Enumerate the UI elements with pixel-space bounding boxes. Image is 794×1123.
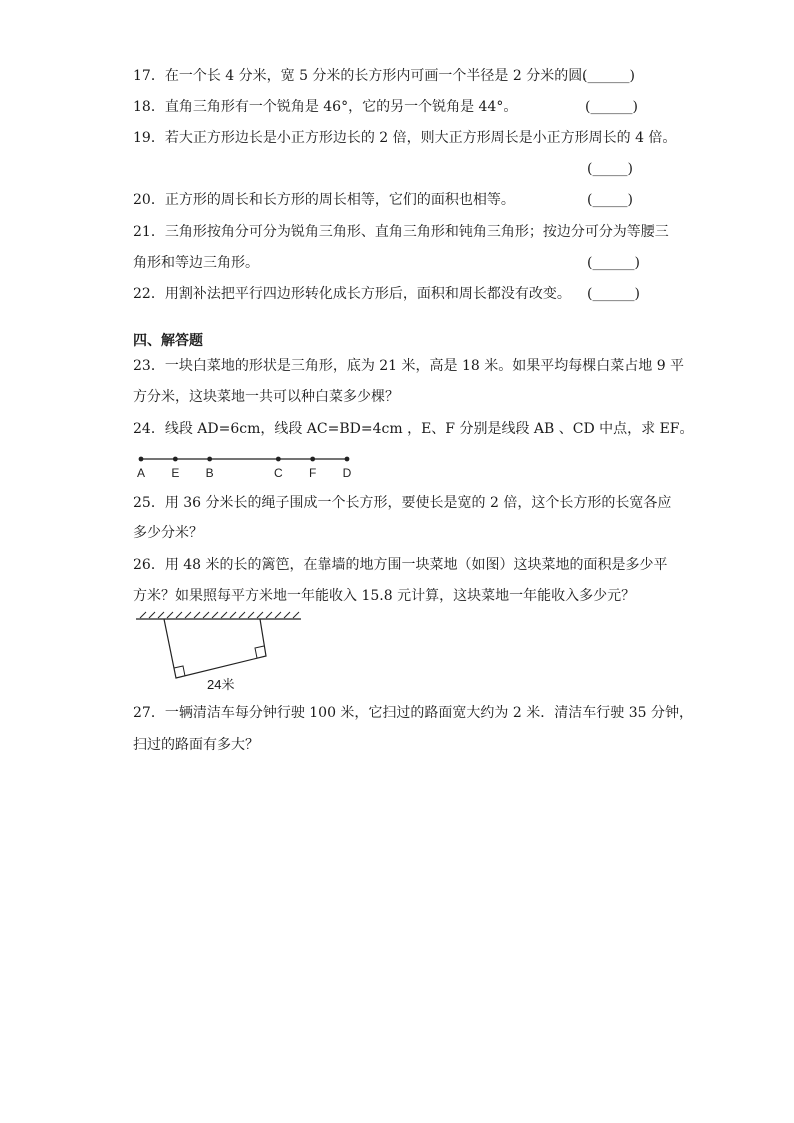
fence-outline <box>164 619 266 678</box>
question-22-answer-blank[interactable]: (______) <box>587 286 640 302</box>
question-20-answer-blank[interactable]: (_____) <box>587 192 633 208</box>
question-23-text-line1: 23．一块白菜地的形状是三角形，底为 21 米，高是 18 米。如果平均每棵白菜占地 9 平 <box>133 358 685 374</box>
question-18-text: 18．直角三角形有一个锐角是 46°，它的另一个锐角是 44°。 <box>133 99 518 115</box>
question-27-text-line2: 扫过的路面有多大？ <box>133 737 259 753</box>
question-21-text-line2: 角形和等边三角形。 <box>133 255 259 271</box>
segment-label-f: F <box>308 466 317 480</box>
fence-length-label: 24米 <box>207 677 235 692</box>
segment-label-e: E <box>171 466 180 480</box>
section-title: 四、解答题 <box>133 333 203 349</box>
segment-point-a <box>139 457 144 462</box>
question-19-text: 19．若大正方形边长是小正方形边长的 2 倍，则大正方形周长是小正方形周长的 4 倍。 <box>133 130 677 146</box>
question-25-text-line1: 25．用 36 分米长的绳子围成一个长方形，要使长是宽的 2 倍，这个长方形的长宽各应 <box>133 495 672 511</box>
question-27-text-line1: 27．一辆清洁车每分钟行驶 100 米，它扫过的路面宽大约为 2 米．清洁车行驶 35 分钟， <box>133 705 693 721</box>
question-23-text-line2: 方分米，这块菜地一共可以种白菜多少棵？ <box>133 389 399 405</box>
question-21-answer-blank[interactable]: (______) <box>587 255 640 271</box>
question-19-answer-blank[interactable]: (_____) <box>587 161 633 177</box>
segment-point-f <box>310 457 315 462</box>
question-26-text-line2: 方米？如果照每平方米地一年能收入 15.8 元计算，这块菜地一年能收入多少元？ <box>133 588 636 604</box>
segment-point-d <box>345 457 350 462</box>
question-21-text-line1: 21．三角形按角分可分为锐角三角形、直角三角形和钝角三角形；按边分可分为等腰三 <box>133 224 669 240</box>
question-25-text-line2: 多少分米？ <box>133 525 203 541</box>
question-18-answer-blank[interactable]: (______) <box>585 99 638 115</box>
question-20-text: 20．正方形的周长和长方形的周长相等，它们的面积也相等。 <box>133 192 515 208</box>
question-26-text-line1: 26．用 48 米的长的篱笆，在靠墙的地方围一块菜地（如图）这块菜地的面积是多少平 <box>133 557 668 573</box>
question-22-text: 22．用割补法把平行四边形转化成长方形后，面积和周长都没有改变。 <box>133 286 571 302</box>
right-angle-mark-right <box>255 646 264 658</box>
segment-label-a: A <box>136 466 146 480</box>
segment-label-d: D <box>342 466 352 480</box>
wall-hatching <box>140 612 299 618</box>
segment-label-c: C <box>273 466 283 480</box>
question-24-text: 24．线段 AD=6cm，线段 AC=BD=4cm ，E、F 分别是线段 AB 、CD 中点，求 EF。 <box>133 421 694 437</box>
segment-point-b <box>207 457 212 462</box>
segment-point-e <box>173 457 178 462</box>
segment-point-c <box>276 457 281 462</box>
question-17-text: 17．在一个长 4 分米，宽 5 分米的长方形内可画一个半径是 2 分米的圆． <box>133 68 597 84</box>
segment-diagram <box>130 448 370 484</box>
question-17-answer-blank[interactable]: (______) <box>582 68 635 84</box>
segment-label-b: B <box>205 466 214 480</box>
